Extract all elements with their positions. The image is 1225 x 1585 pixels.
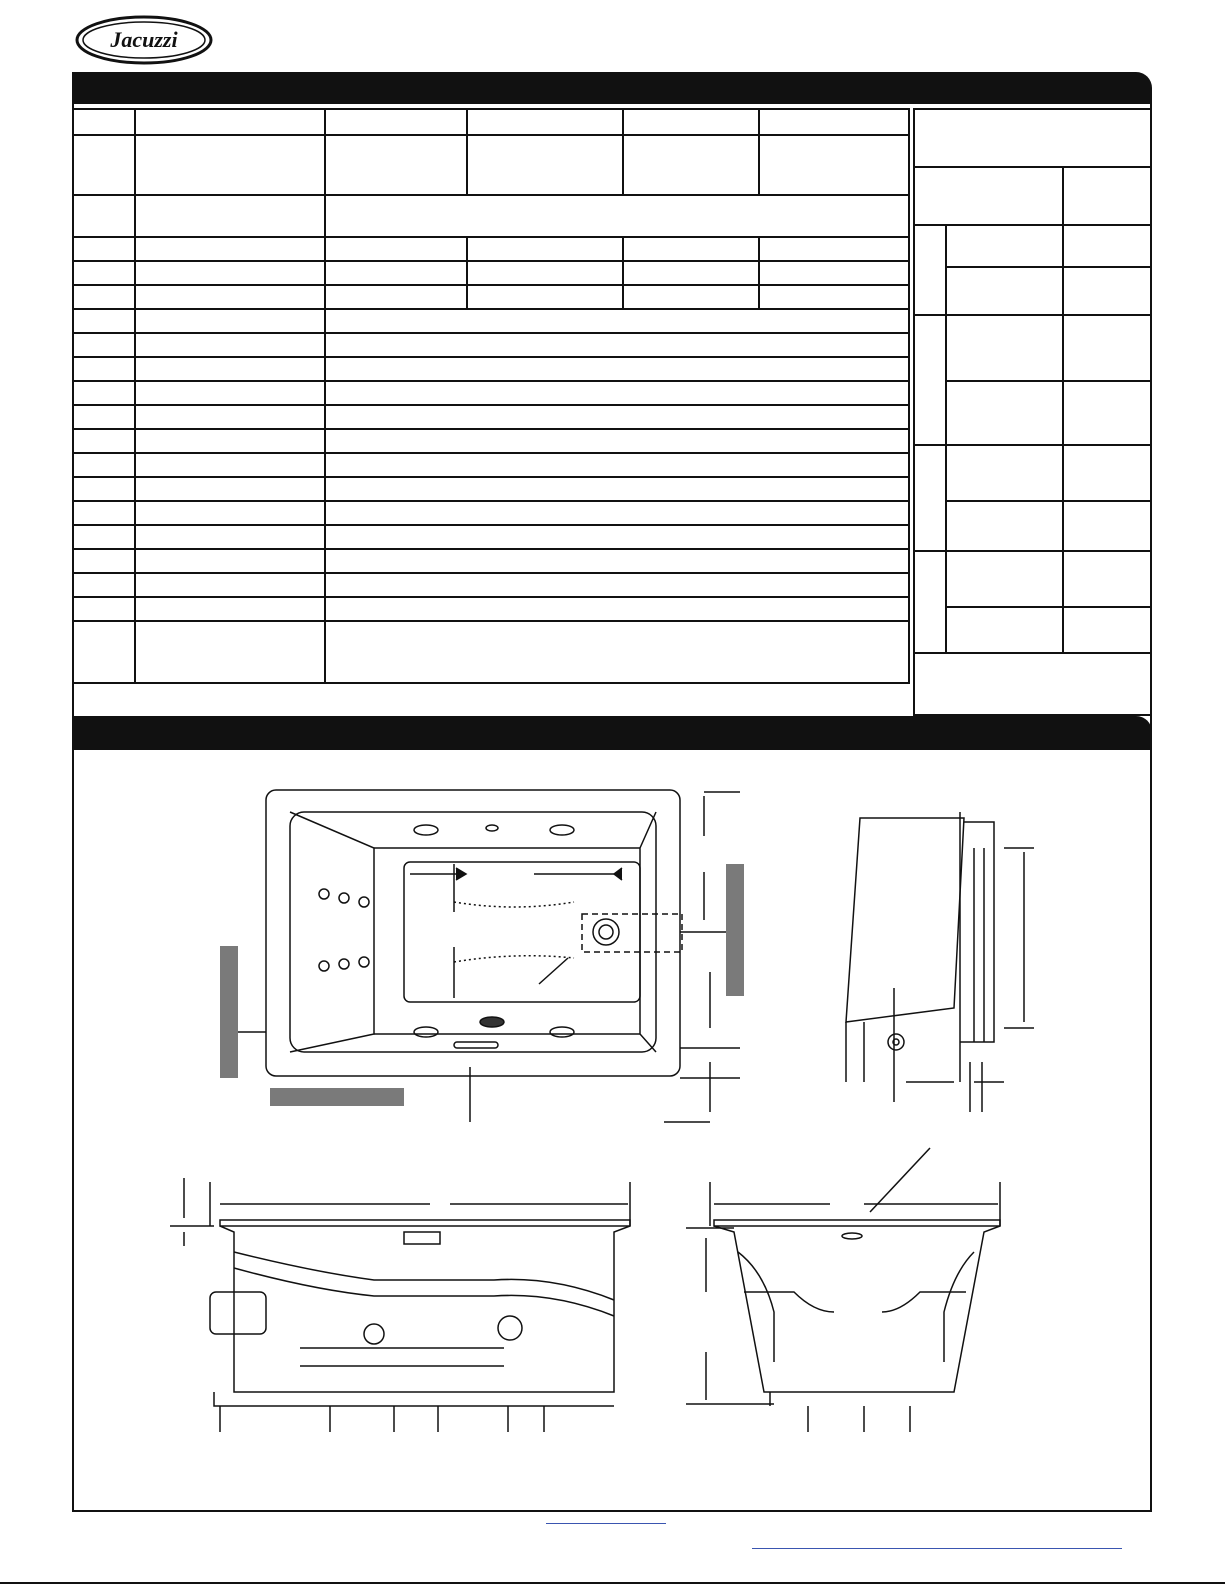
table-row [73, 429, 909, 453]
side-elevation-drawing [686, 1148, 1000, 1432]
table-row [73, 621, 909, 683]
end-view-drawing [846, 812, 1034, 1112]
top-view-drawing [266, 790, 740, 1122]
jet-cluster [319, 889, 369, 971]
table-row [73, 477, 909, 501]
table-row [73, 453, 909, 477]
logo-wordmark: Jacuzzi [110, 27, 178, 52]
table-row [73, 135, 909, 195]
table-row [73, 501, 909, 525]
table-row [73, 195, 909, 237]
table-row [73, 405, 909, 429]
footer-link-underline[interactable] [752, 1548, 1122, 1549]
table-row [914, 267, 1151, 315]
table-row [73, 357, 909, 381]
table-row [73, 597, 909, 621]
specifications-header-band [72, 72, 1152, 104]
table-row [73, 381, 909, 405]
table-row [914, 225, 1151, 267]
page-bottom-rule [0, 1582, 1225, 1584]
specifications-table [72, 108, 910, 684]
side-specifications-table [913, 108, 1152, 716]
table-row [73, 237, 909, 261]
dimensions-header-band [72, 716, 1152, 750]
label-bar [270, 1088, 404, 1106]
footer-link-underline[interactable] [546, 1523, 666, 1524]
table-row [914, 445, 1151, 501]
table-row [73, 573, 909, 597]
table-row [914, 315, 1151, 381]
table-row [914, 501, 1151, 551]
table-row [73, 333, 909, 357]
table-row [914, 607, 1151, 653]
table-row [73, 109, 909, 135]
table-row [73, 285, 909, 309]
table-row [914, 551, 1151, 607]
table-row [73, 309, 909, 333]
table-row [914, 167, 1151, 225]
table-row [914, 109, 1151, 167]
label-bar [726, 864, 744, 996]
technical-drawings [74, 752, 1144, 1492]
table-row [73, 549, 909, 573]
jacuzzi-logo [74, 14, 214, 66]
table-row [914, 381, 1151, 445]
table-row [73, 261, 909, 285]
front-elevation-drawing [170, 1178, 630, 1432]
table-row [73, 525, 909, 549]
label-bar [220, 946, 238, 1078]
table-row [914, 653, 1151, 715]
